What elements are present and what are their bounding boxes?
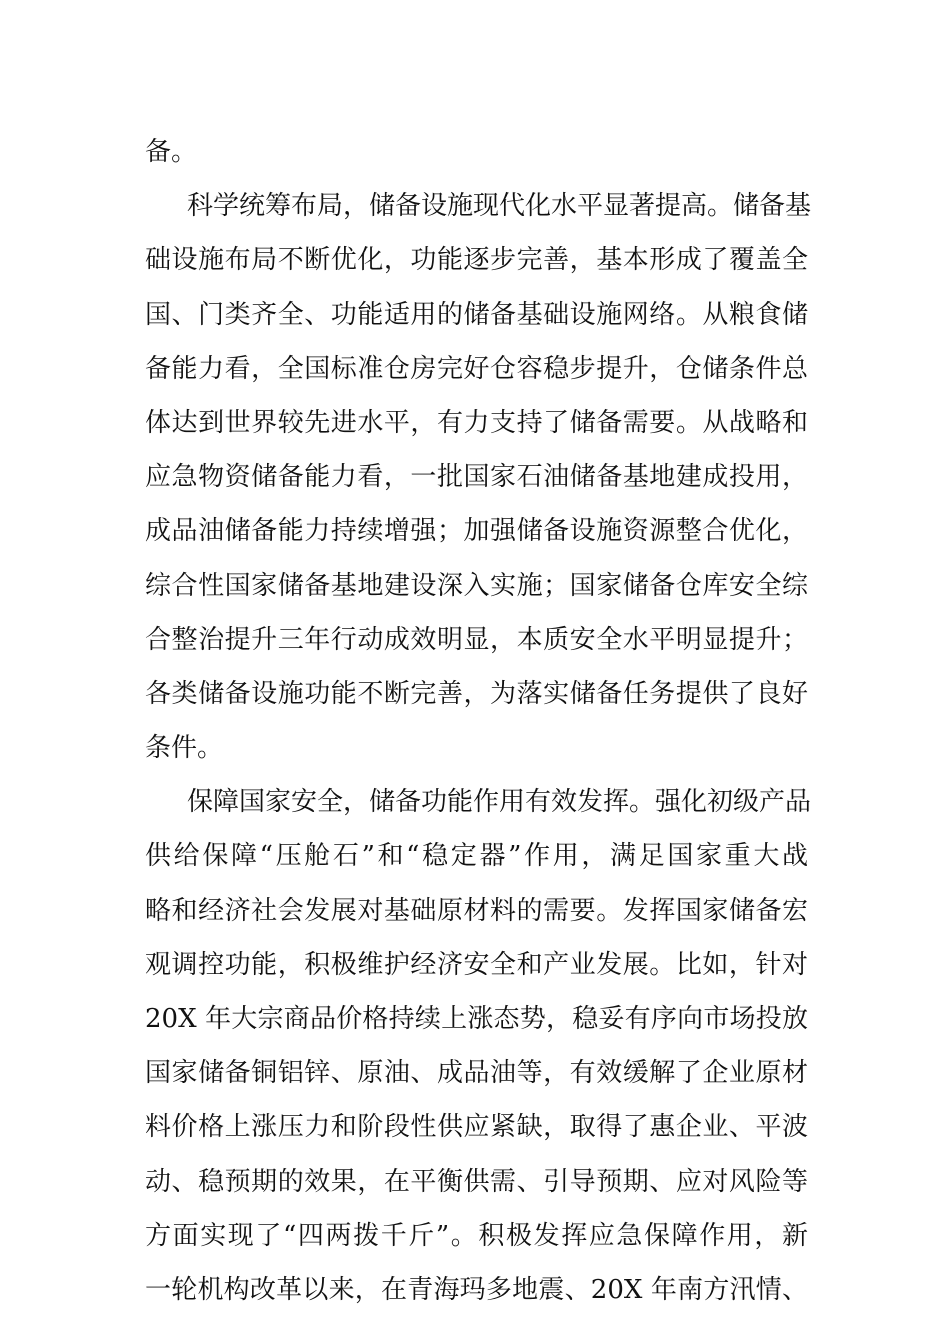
- text-line: 保障国家安全，储备功能作用有效发挥。强化初级产品: [187, 787, 812, 818]
- text-line: 备能力看，全国标准仓房完好仓容稳步提升，仓储条件总: [145, 353, 808, 384]
- text-line: 综合性国家储备基地建设深入实施；国家储备仓库安全综: [145, 570, 808, 601]
- text-line: 略和经济社会发展对基础原材料的需要。发挥国家储备宏: [145, 895, 808, 926]
- text-line: 各类储备设施功能不断完善，为落实储备任务提供了良好: [145, 678, 808, 709]
- text-line: 动、稳预期的效果，在平衡供需、引导预期、应对风险等: [145, 1166, 808, 1197]
- text-line: 础设施布局不断优化，功能逐步完善，基本形成了覆盖全: [145, 245, 808, 276]
- text-line: 20X 年大宗商品价格持续上涨态势，稳妥有序向市场投放: [145, 1004, 808, 1034]
- text-line: 国家储备铜铝锌、原油、成品油等，有效缓解了企业原材: [145, 1058, 808, 1089]
- text-line: 国、门类齐全、功能适用的储备基础设施网络。从粮食储: [145, 299, 808, 330]
- text-line: 供给保障“压舱石”和“稳定器”作用，满足国家重大战: [145, 841, 808, 872]
- text-line: 成品油储备能力持续增强；加强储备设施资源整合优化，: [145, 516, 808, 547]
- text-line: 料价格上涨压力和阶段性供应紧缺，取得了惠企业、平波: [145, 1112, 808, 1143]
- text-line: 体达到世界较先进水平，有力支持了储备需要。从战略和: [145, 407, 808, 438]
- text-line: 一轮机构改革以来，在青海玛多地震、20X 年南方汛情、: [145, 1274, 808, 1305]
- text-line: 合整治提升三年行动成效明显，本质安全水平明显提升；: [145, 624, 808, 655]
- body-text: [145, 125, 812, 1317]
- text-line: 备。: [145, 137, 198, 167]
- text-line: 应急物资储备能力看，一批国家石油储备基地建成投用，: [145, 462, 808, 493]
- text-line: 观调控功能，积极维护经济安全和产业发展。比如，针对: [145, 949, 808, 980]
- text-line: 科学统筹布局，储备设施现代化水平显著提高。储备基: [187, 191, 812, 222]
- text-line: 条件。: [145, 733, 224, 764]
- text-line: 方面实现了“四两拨千斤”。积极发挥应急保障作用，新: [145, 1220, 808, 1251]
